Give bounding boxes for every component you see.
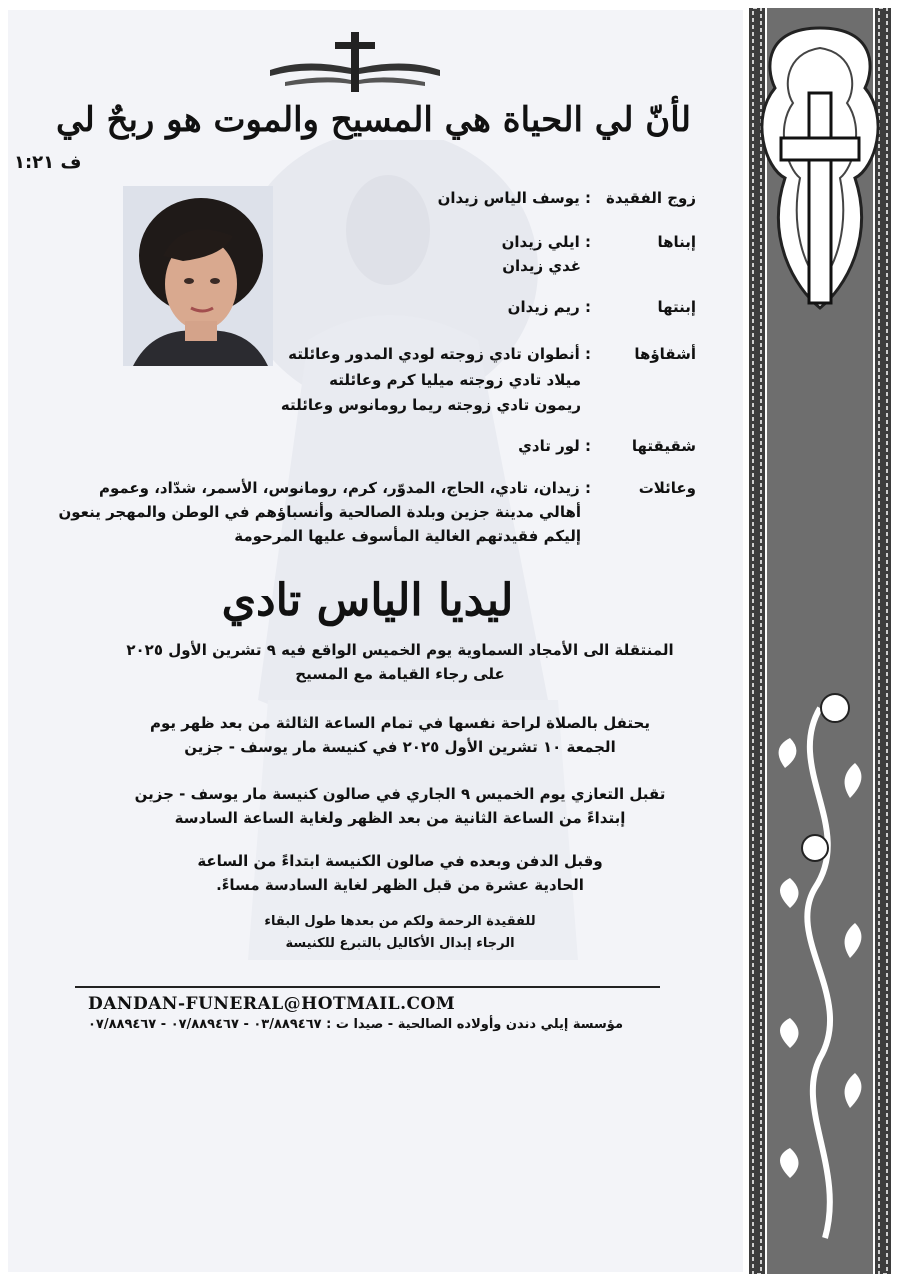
announcement-line: يحتفل بالصلاة لراحة نفسها في تمام الساعة الثالثة من بعد ظهر يوم	[149, 714, 650, 732]
family-value: إليكم فقيدتهم الغالية المأسوف عليها المرحومة	[234, 527, 581, 545]
announcement-line: وقبل الدفن وبعده في صالون الكنيسة ابتداءً من الساعة	[197, 852, 603, 870]
announcement-line: إبتداءً من الساعة الثانية من بعد الظهر ولغاية الساعة السادسة	[174, 809, 626, 827]
cross-ornament-icon	[265, 30, 445, 100]
announcement-line: على رجاء القيامة مع المسيح	[295, 665, 505, 683]
family-value: : ريم زيدان	[507, 298, 591, 316]
family-label: زوج الفقيدة	[606, 189, 696, 207]
email-address: DANDAN-FUNERAL@HOTMAIL.COM	[88, 994, 456, 1014]
family-label: شقيقتها	[631, 437, 696, 455]
announcement-line: الجمعة ١٠ تشرين الأول ٢٠٢٥ في كنيسة مار يوسف - جزين	[184, 738, 616, 756]
footer-divider	[75, 986, 660, 988]
family-value: ميلاد تادي زوجته ميليا كرم وعائلته	[329, 371, 581, 389]
deceased-photo	[123, 186, 273, 366]
announcement-line: الرجاء إبدال الأكاليل بالتبرع للكنيسة	[285, 936, 515, 951]
family-label: أشقاؤها	[634, 345, 696, 363]
announcement-line: الحادية عشرة من قبل الظهر لغاية السادسة مساءً.	[216, 876, 584, 894]
family-value: غدي زيدان	[502, 257, 581, 275]
announcement-line: تقبل التعازي يوم الخميس ٩ الجاري في صالون كنيسة مار يوسف - جزين	[134, 785, 666, 803]
family-value: أهالي مدينة جزين وبلدة الصالحية وأنسباؤهم في الوطن والمهجر ينعون	[58, 503, 581, 521]
family-value: : أنطوان تادي زوجته لودي المدور وعائلته	[288, 345, 591, 363]
family-value: : يوسف الياس زيدان	[437, 189, 591, 207]
family-label: إبنتها	[657, 298, 696, 316]
family-label: إبناها	[657, 233, 696, 251]
family-value: : زيدان، تادي، الحاج، المدوّر، كرم، رومانوس، الأسمر، شدّاد، وعموم	[98, 479, 591, 497]
family-value: : لور تادي	[518, 437, 591, 455]
family-value: : ايلي زيدان	[501, 233, 591, 251]
announcement-line: المنتقلة الى الأمجاد السماوية يوم الخميس الواقع فيه ٩ تشرين الأول ٢٠٢٥	[126, 641, 674, 659]
announcement-line: للفقيدة الرحمة ولكم من بعدها طول البقاء	[264, 914, 536, 929]
family-label: وعائلات	[638, 479, 696, 497]
bible-verse-reference: ف ١:٢١	[14, 152, 82, 173]
deceased-name: ليديا الياس تادي	[221, 575, 514, 626]
funeral-home-address: مؤسسة إيلي دندن وأولاده الصالحية - صيدا ت : ٠٣/٨٨٩٤٦٧ - ٠٧/٨٨٩٤٦٧ - ٠٧/٨٨٩٤٦٧	[88, 1017, 623, 1032]
bible-verse: لأنّ لي الحياة هي المسيح والموت هو ربحٌ لي	[55, 100, 691, 140]
family-value: ريمون تادي زوجته ريما رومانوس وعائلته	[280, 396, 581, 414]
